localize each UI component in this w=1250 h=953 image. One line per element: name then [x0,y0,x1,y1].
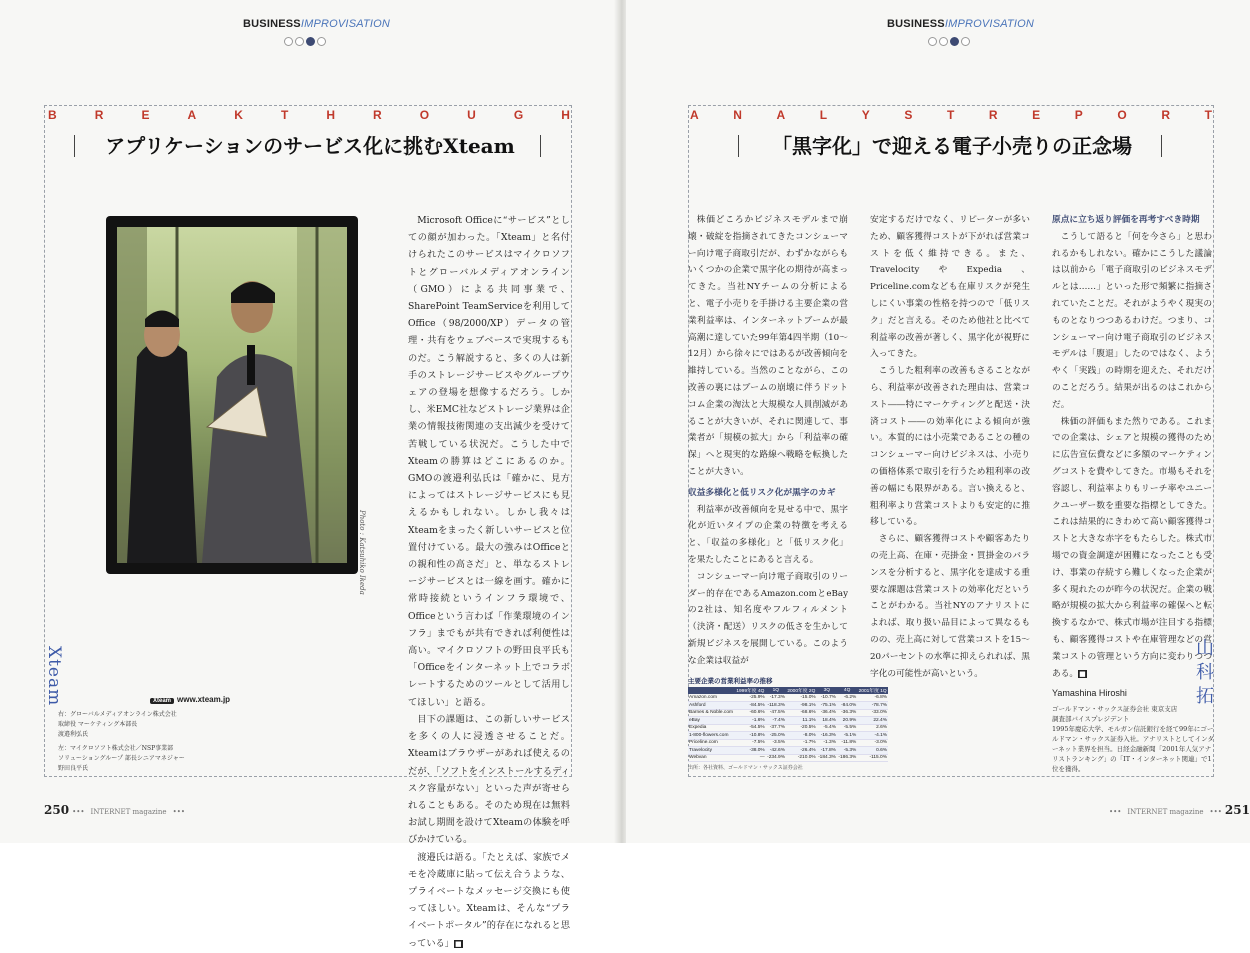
analyst-report-letter: P [1074,108,1083,122]
caption-line: 左：マイクロソフト株式会社／NSP事業部 [58,745,174,752]
running-head [887,18,1034,30]
subheading: 収益多様化と低リスク化が黒字のカギ [688,487,836,498]
table-cell: Webvan [688,754,735,762]
author-name-roman: Yamashina Hiroshi [1052,688,1127,698]
table-cell: -4.1% [857,732,888,740]
running-head [243,18,390,30]
table-cell: -3.0% [857,739,888,747]
table-cell: -10.8% [735,732,766,740]
table-cell: -36.3% [837,709,857,717]
section-label-analyst-report [690,108,1212,122]
table-cell: -16.3% [817,732,837,740]
table-cell: -7.5% [735,739,766,747]
left-headline: アプリケーションのサービス化に挑むXteam [105,134,515,158]
table-row [688,724,888,732]
table-cell: Barnes & Noble.com [688,709,735,717]
table-cell: -234.9% [767,755,785,761]
breakthrough-letter: O [419,108,430,122]
breakthrough-letter: H [561,108,570,122]
table-cell: -33.0% [857,709,888,717]
analyst-report-letter: S [904,108,913,122]
table-cell: Travelocity [688,747,735,755]
caption-line: 取締役 マーケティング本部長 [58,721,138,728]
indicator-dot [284,37,293,46]
page-indicator-dots [928,37,970,46]
table-row [688,702,888,710]
right-article-col-1 [688,212,848,670]
analyst-report-letter: A [690,108,699,122]
table-row [688,754,888,762]
table-cell: 0.6% [857,747,888,755]
breakthrough-letter: R [373,108,382,122]
page-number: 250 [44,803,70,817]
breakthrough-letter: A [187,108,197,122]
table-cell: -75.1% [817,702,837,710]
page-number: 251 [1224,803,1250,817]
paragraph: 目下の課題は、この新しいサービスを多くの人に浸透させることだ。Xteamはブラウザーがあれば使えるのだが、「ソフトをインストールするディスク容量がない」といった声が寄せられることもある。そのため現在は無料お試し期間を設けてXteamの体験を呼びかけている。 [408,713,570,846]
indicator-dot [295,37,304,46]
side-title: Xteam [44,646,64,707]
table-cell: -8.0% [786,732,817,740]
table-cell: Ashford [688,702,735,710]
table-header-cell: 1Q [766,687,786,694]
table-cell: -38.0% [735,747,766,755]
analyst-report-letter: O [1117,108,1127,122]
analyst-report-letter: L [819,108,828,122]
photo-caption-right [58,710,258,740]
operating-margin-table [688,676,888,771]
table-cell: -84.5% [735,702,766,710]
photo-credit: Photo : Katsuhiko Ikeda [358,510,366,595]
analyst-report-letter: T [946,108,955,122]
table-cell: Amazon.com [688,694,735,702]
table-cell: -36.4% [817,709,837,717]
table-cell: -98.1% [786,702,817,710]
breakthrough-letter: U [467,108,476,122]
table-header-row [688,687,888,694]
table-cell: -42.6% [766,747,786,755]
breakthrough-letter: G [513,108,524,122]
caption-line: 渡邉利弘氏 [58,731,89,738]
author-bio [1052,704,1217,774]
table-cell: -37.7% [766,724,786,732]
indicator-dot [939,37,948,46]
url-tag: Xteam [150,698,174,704]
table-cell: -25.9% [735,694,766,702]
left-page [0,0,620,949]
table-title: 主要企業の営業利益率の推移 [688,678,773,685]
table-cell: 11.1% [786,717,817,725]
table-cell: -68.6% [786,709,817,717]
headline-rule-right [540,135,541,157]
table-cell: 1-800-flowers.com [688,732,735,740]
paragraph [408,849,570,953]
table-cell: 20.9% [837,717,857,725]
left-article-body [408,212,570,953]
photo-caption-left [58,744,258,774]
table-header-cell: 1999年度 4Q [736,689,765,694]
caption-line: 右：グローバルメディアオンライン株式会社 [58,711,177,718]
table-row [688,709,888,717]
right-article-col-3 [1052,212,1212,682]
table-row [688,739,888,747]
table-cell: -5.3% [837,747,857,755]
table-source-note: 出所：各社資料、ゴールドマン・サックス証券会社 [688,765,803,771]
paragraph: コンシューマー向け電子商取引のリーダー的存在であるAmazon.comとeBayの2社は、知名度やフルフィルメント（決済・配送）リスクの低さを生かして新規ビジネスを展開している。このような企業は収益が [688,571,848,666]
table-cell: -5.1% [837,732,857,740]
table-cell: -115.0% [857,754,888,762]
end-mark: ■ [1079,669,1086,678]
table-cell: — [735,754,766,762]
table-cell: -10.7% [817,694,837,702]
breakthrough-letter: K [234,108,243,122]
paragraph: 株価どころかビジネスモデルまで崩壊・破綻を指摘されてきたコンシューマー向け電子商取引だが、わずかながらもいくつかの企業で黒字化の期待が高まってきた。当社NYチームの分析によると、電子小売りを手掛ける主要企業の営業利益率は、インターネットブームが最高潮に達していた99年第4四半期（10～12月）から徐々にではあるが改善傾向を維持している。当然のことながら、この改善の裏にはブームの崩壊に伴うドットコム企業の淘汰と大規模な人員削減があることが大きいが、それに関連して、事業者が「規模の拡大」から「利益率の確保」へと現実的な路線へ戦略を転換したことが大きい。 [688,215,848,477]
table-cell: -6.8% [857,694,888,702]
table-cell: -84.0% [837,702,857,710]
section-label-breakthrough [48,108,570,122]
page-folio-left: 250 ••• INTERNET magazine ••• [44,803,185,817]
paragraph: 安定するだけでなく、リピーターが多いため、顧客獲得コストが下がれば営業コストを低く維持できる。また、TravelocityやExpedia、Priceline.comなども在庫リスクが発生しにくい事業の性格を持つので「低リスク」だと言える。そのため他社と比べて利益率の改善が著しく、黒字化が視野に入ってきた。 [870,215,1030,360]
paragraph: こうした粗利率の改善もさることながら、利益率が改善された理由は、営業コスト――特にマーケティングと配送・決済コスト――の効率化による傾向が強い。本質的には小売業であることの種のコンシューマー向けビジネスは、小売りの価格体系で取引を行うため粗利率の改善の幅にも限界がある。言い換えると、粗利率より営業コストよりも安定的に推移している。 [870,366,1030,528]
table-cell: -5.5% [837,724,857,732]
indicator-dot [317,37,326,46]
table-cell: -20.5% [786,724,817,732]
breakthrough-letter: T [280,108,289,122]
table-cell: -118.3% [767,702,785,708]
end-mark: ■ [454,939,462,948]
table-cell: -47.5% [766,709,786,717]
paragraph: Microsoft Officeに“サービス”としての顔が加わった。「Xteam」と名付けられたこのサービスはマイクロソフトとグローバルメディアオンライン（GMO）による共同事業で、SharePoint TeamServiceを利用してOffice（98/2000/XP）データの管理・共有をウェブベースで実現するものだ。こう解説すると、多くの人は新手のストレージサービスやグループウェアの登場を想像するだろう。しかし、米EMC社などストレージ業界は企業の情報技術関連の支出減少を受けて苦戦している状況だ。こうした中でXteamの勝算はどこにあるのか。GMOの渡邉利弘氏は「確かに、見方によってはストレージサービスにも見えるかもしれない。しかし我々はXteamをまったく新しいサービスと位置付けている。最大の強みはOfficeとの親和性の高さだ」と、単なるストレージサービスとは一線を画す。確かに常時接続というインフラ環境で、Officeという言わば「作業環境のインフラ」までもが共有できれば利便性は高い。マイクロソフトの野田良平氏も「Officeをインターネット上でコラボレートするためのツールとして活用してほしい」と語る。 [408,215,570,708]
data-table [688,687,888,762]
table-cell: 2.6% [857,724,888,732]
table-cell: 18.4% [817,717,837,725]
breakthrough-letter: B [48,108,57,122]
analyst-report-letter: Y [861,108,870,122]
headline-rule-right [1161,135,1162,157]
headline-rule-left [74,135,75,157]
table-row [688,694,888,702]
table-cell: -1.6% [735,717,766,725]
indicator-dot-active [306,37,315,46]
paragraph: さらに、顧客獲得コストや顧客あたりの売上高、在庫・売掛金・買掛金のバランスを分析すると、黒字化を達成する重要な課題は営業コストの効率化だということがわかる。当社NYのアナリストによれば、取り扱い品目によって異なるものの、売上高に対して営業コストを15～20パーセントの水準に抑えられれば、黒字化の可能性が高いという。 [870,534,1030,679]
table-cell: Priceline.com [688,739,735,747]
right-article-col-2 [870,212,1030,682]
table-header-cell: 3Q [817,687,837,694]
paragraph: こうして語ると「何を今さら」と思われるかもしれない。確かにこうした議論は以前から「電子商取引のビジネスモデルとは……」といった形で頻繁に指摘されていたことだ。それがようやく現実のものとなりつつあるわけだ。つまり、コンシューマー向け電子商取引のビジネスモデルは「腹退」したのではなく、ようやく「実践」の時期を迎えた、それだけのことだろう。結果が出るのはこれからだ。 [1052,231,1212,410]
bio-line: 1995年慶応大学、モルガン信託銀行を経て99年にゴールドマン・サックス証券入社。アナリストとしてインターネット業界を担当。日経金融新聞「2001年人気アナリストランキング」の「IT・インターネット関連」で1位を獲得。 [1052,725,1214,773]
running-head-em: IMPROVISATION [944,18,1035,30]
xteam-url[interactable] [150,695,230,704]
paragraph [1052,414,1212,683]
table-header-cell: 2001年度 1Q [858,689,887,694]
table-cell: -1.3% [817,739,837,747]
table-cell: -15.0% [786,694,817,702]
indicator-dot [928,37,937,46]
bio-line: 調査部バイスプレジデント [1052,715,1130,723]
table-header-cell [688,687,735,694]
author-name-kanji: 山科拓 [1193,638,1214,710]
portrait-illustration [117,227,347,563]
table-cell: Expedia [688,724,735,732]
table-row [688,747,888,755]
table-header-cell: 2000年度 2Q [787,689,816,694]
analyst-report-letter: A [776,108,786,122]
page-folio-right: ••• INTERNET magazine ••• 251 [1109,803,1250,817]
right-headline: 「黒字化」で迎える電子小売りの正念場 [772,134,1132,158]
analyst-report-letter: N [733,108,742,122]
running-head-strong: BUSINESS [243,18,301,30]
paragraph: 利益率が改善傾向を見せる中で、黒字化が近いタイプの企業の特徴を考えると、「収益の多様化」と「低リスク化」を果たしたことにあると言える。 [688,504,848,565]
page-indicator-dots [284,37,326,46]
portrait-photo [106,216,358,574]
breakthrough-letter: R [94,108,104,122]
breakthrough-letter: E [141,108,150,122]
table-cell: -60.6% [735,709,766,717]
table-row [688,717,888,725]
analyst-report-letter: T [1204,108,1212,122]
caption-line: 野田良平氏 [58,765,89,772]
closing-paragraph-text: 渡邉氏は語る。「たとえば、家族でメモを冷蔵庫に貼って伝え合うような、プライベートなメッセージ交換にも使ってほしい。Xteamは、そんな“プライベートポータル”的存在になれると思っている」 [408,851,570,949]
table-cell: -186.3% [838,755,857,761]
table-cell: -1.7% [786,739,817,747]
running-head-strong: BUSINESS [887,18,945,30]
table-header-cell: 4Q [837,687,857,694]
analyst-report-letter: E [1032,108,1041,122]
table-cell: -7.4% [766,717,786,725]
table-cell: -6.2% [837,694,857,702]
closing-paragraph-text: 株価の評価もまた然りである。これまでの企業は、シェアと規模の獲得のために広告宣伝費などに多額のマーケティングコストを費やしてきた。市場もそれを容認し、利益率よりもリーチ率やユニークユーザー数を重要な指標としてきた。これは結果的にきわめて高い顧客獲得コストと大きな赤字をもたらした。株式市場での資金調達が困難になったことも受け、事業の存続すら難しくなった企業が多く現れたのが昨今の状況だ。企業の戦略が規模の拡大から利益率の確保へと転換するなかで、株式市場が注目する指標も、顧客獲得コストや在庫管理などの営業コストの管理という方向に変わりつつある。 [1052,416,1212,679]
indicator-dot [961,37,970,46]
analyst-report-letter: R [1161,108,1170,122]
headline-rule-left [738,135,739,157]
table-cell: -210.0% [786,754,817,762]
table-cell: -26.4% [786,747,817,755]
table-cell: eBay [688,717,735,725]
magazine-name: INTERNET magazine [1127,808,1204,816]
table-cell: -17.8% [817,747,837,755]
table-cell: -11.8% [837,739,857,747]
bio-line: ゴールドマン・サックス証券会社 東京支店 [1052,705,1178,713]
table-cell: -184.3% [818,755,836,761]
caption-line: ソリューショングループ 部長シニアマネジャー [58,755,185,762]
table-cell: 22.4% [857,717,888,725]
subheading: 原点に立ち返り評価を再考すべき時期 [1052,215,1200,225]
url-text: www.xteam.jp [177,695,231,704]
table-row [688,732,888,740]
table-cell: -54.5% [735,724,766,732]
table-cell: -3.5% [766,739,786,747]
magazine-name: INTERNET magazine [90,808,167,816]
table-cell: -25.0% [766,732,786,740]
analyst-report-letter: R [988,108,998,122]
breakthrough-letter: H [326,108,335,122]
table-cell: -17.3% [766,694,786,702]
table-cell: -5.4% [817,724,837,732]
indicator-dot-active [950,37,959,46]
running-head-em: IMPROVISATION [300,18,391,30]
table-cell: -78.7% [857,702,888,710]
